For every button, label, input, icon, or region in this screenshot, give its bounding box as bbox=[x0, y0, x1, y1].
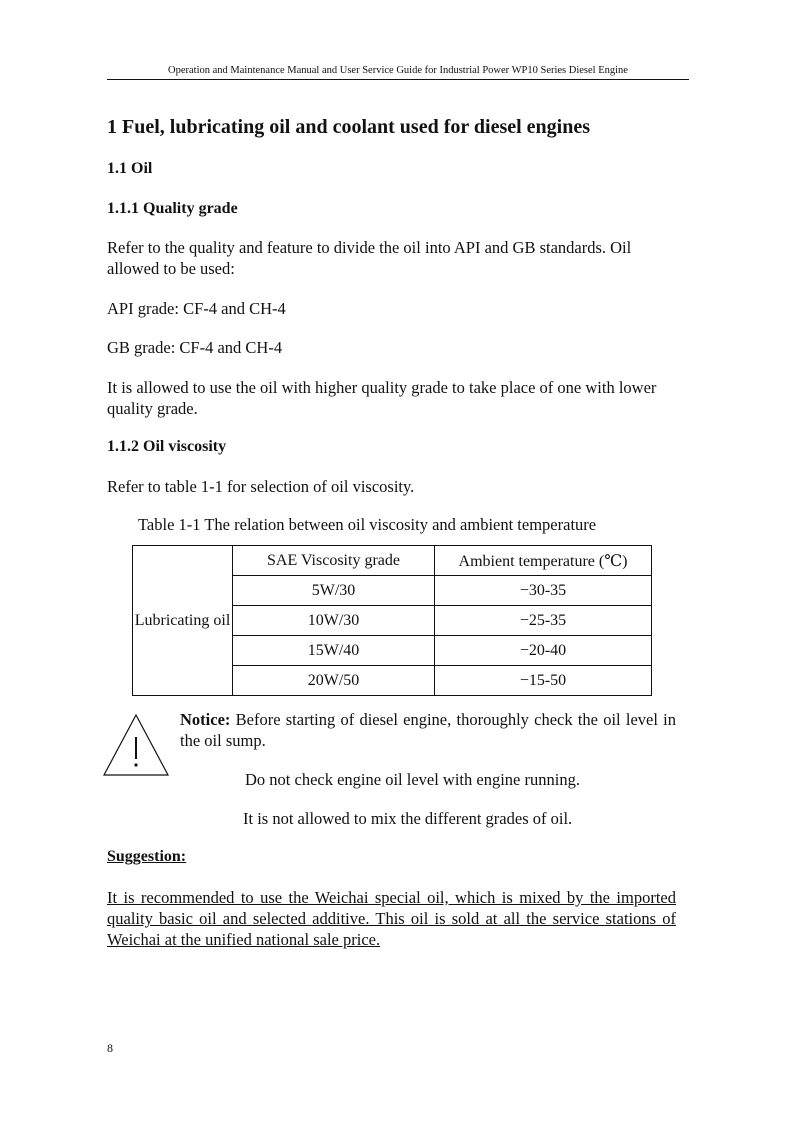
subsection-1-1: 1.1 Oil bbox=[107, 160, 153, 177]
suggestion-heading: Suggestion: bbox=[107, 848, 187, 865]
table-cell: 20W/50 bbox=[233, 666, 435, 696]
notice-line-mix: It is not allowed to mix the different grades of oil. bbox=[243, 809, 573, 828]
notice-line-running: Do not check engine oil level with engine running. bbox=[245, 770, 580, 789]
gb-grade-line: GB grade: CF-4 and CH-4 bbox=[107, 338, 283, 357]
row-header-cell: Lubricating oil bbox=[133, 546, 233, 696]
subsection-1-1-1: 1.1.1 Quality grade bbox=[107, 200, 238, 217]
table-cell: 10W/30 bbox=[233, 606, 435, 636]
col-header-viscosity: SAE Viscosity grade bbox=[233, 546, 435, 576]
notice-paragraph bbox=[180, 709, 676, 751]
section-title: 1 Fuel, lubricating oil and coolant used for diesel engines bbox=[107, 116, 590, 138]
warning-triangle-icon bbox=[102, 713, 170, 777]
table-cell: −20-40 bbox=[435, 636, 652, 666]
table-cell: −30-35 bbox=[435, 576, 652, 606]
table-cell: −25-35 bbox=[435, 606, 652, 636]
page-number: 8 bbox=[107, 1041, 113, 1055]
table-cell: −15-50 bbox=[435, 666, 652, 696]
header-rule bbox=[107, 79, 689, 80]
col-header-temperature: Ambient temperature (℃) bbox=[435, 546, 652, 576]
notice-text: Before starting of diesel engine, thoroughly check the oil level in the oil sump. bbox=[180, 710, 676, 750]
higher-grade-paragraph: It is allowed to use the oil with higher quality grade to take place of one with lower quality grade. bbox=[107, 378, 657, 418]
suggestion-text: It is recommended to use the Weichai special oil, which is mixed by the imported quality basic oil and selected additive. This oil is sold at all the service stations of Weichai at the unified national sale price. bbox=[107, 888, 676, 949]
table-cell: 5W/30 bbox=[233, 576, 435, 606]
viscosity-refer-line: Refer to table 1-1 for selection of oil viscosity. bbox=[107, 477, 415, 496]
viscosity-table bbox=[132, 545, 652, 696]
notice-label: Notice: bbox=[180, 710, 231, 729]
quality-paragraph: Refer to the quality and feature to divide the oil into API and GB standards. Oil allowed to be used: bbox=[107, 238, 632, 278]
api-grade-line: API grade: CF-4 and CH-4 bbox=[107, 299, 286, 318]
table-header-row bbox=[133, 546, 652, 576]
running-header: Operation and Maintenance Manual and User Service Guide for Industrial Power WP10 Series Diesel Engine bbox=[168, 65, 628, 76]
table-caption: Table 1-1 The relation between oil viscosity and ambient temperature bbox=[138, 515, 597, 534]
table-cell: 15W/40 bbox=[233, 636, 435, 666]
subsection-1-1-2: 1.1.2 Oil viscosity bbox=[107, 438, 227, 455]
